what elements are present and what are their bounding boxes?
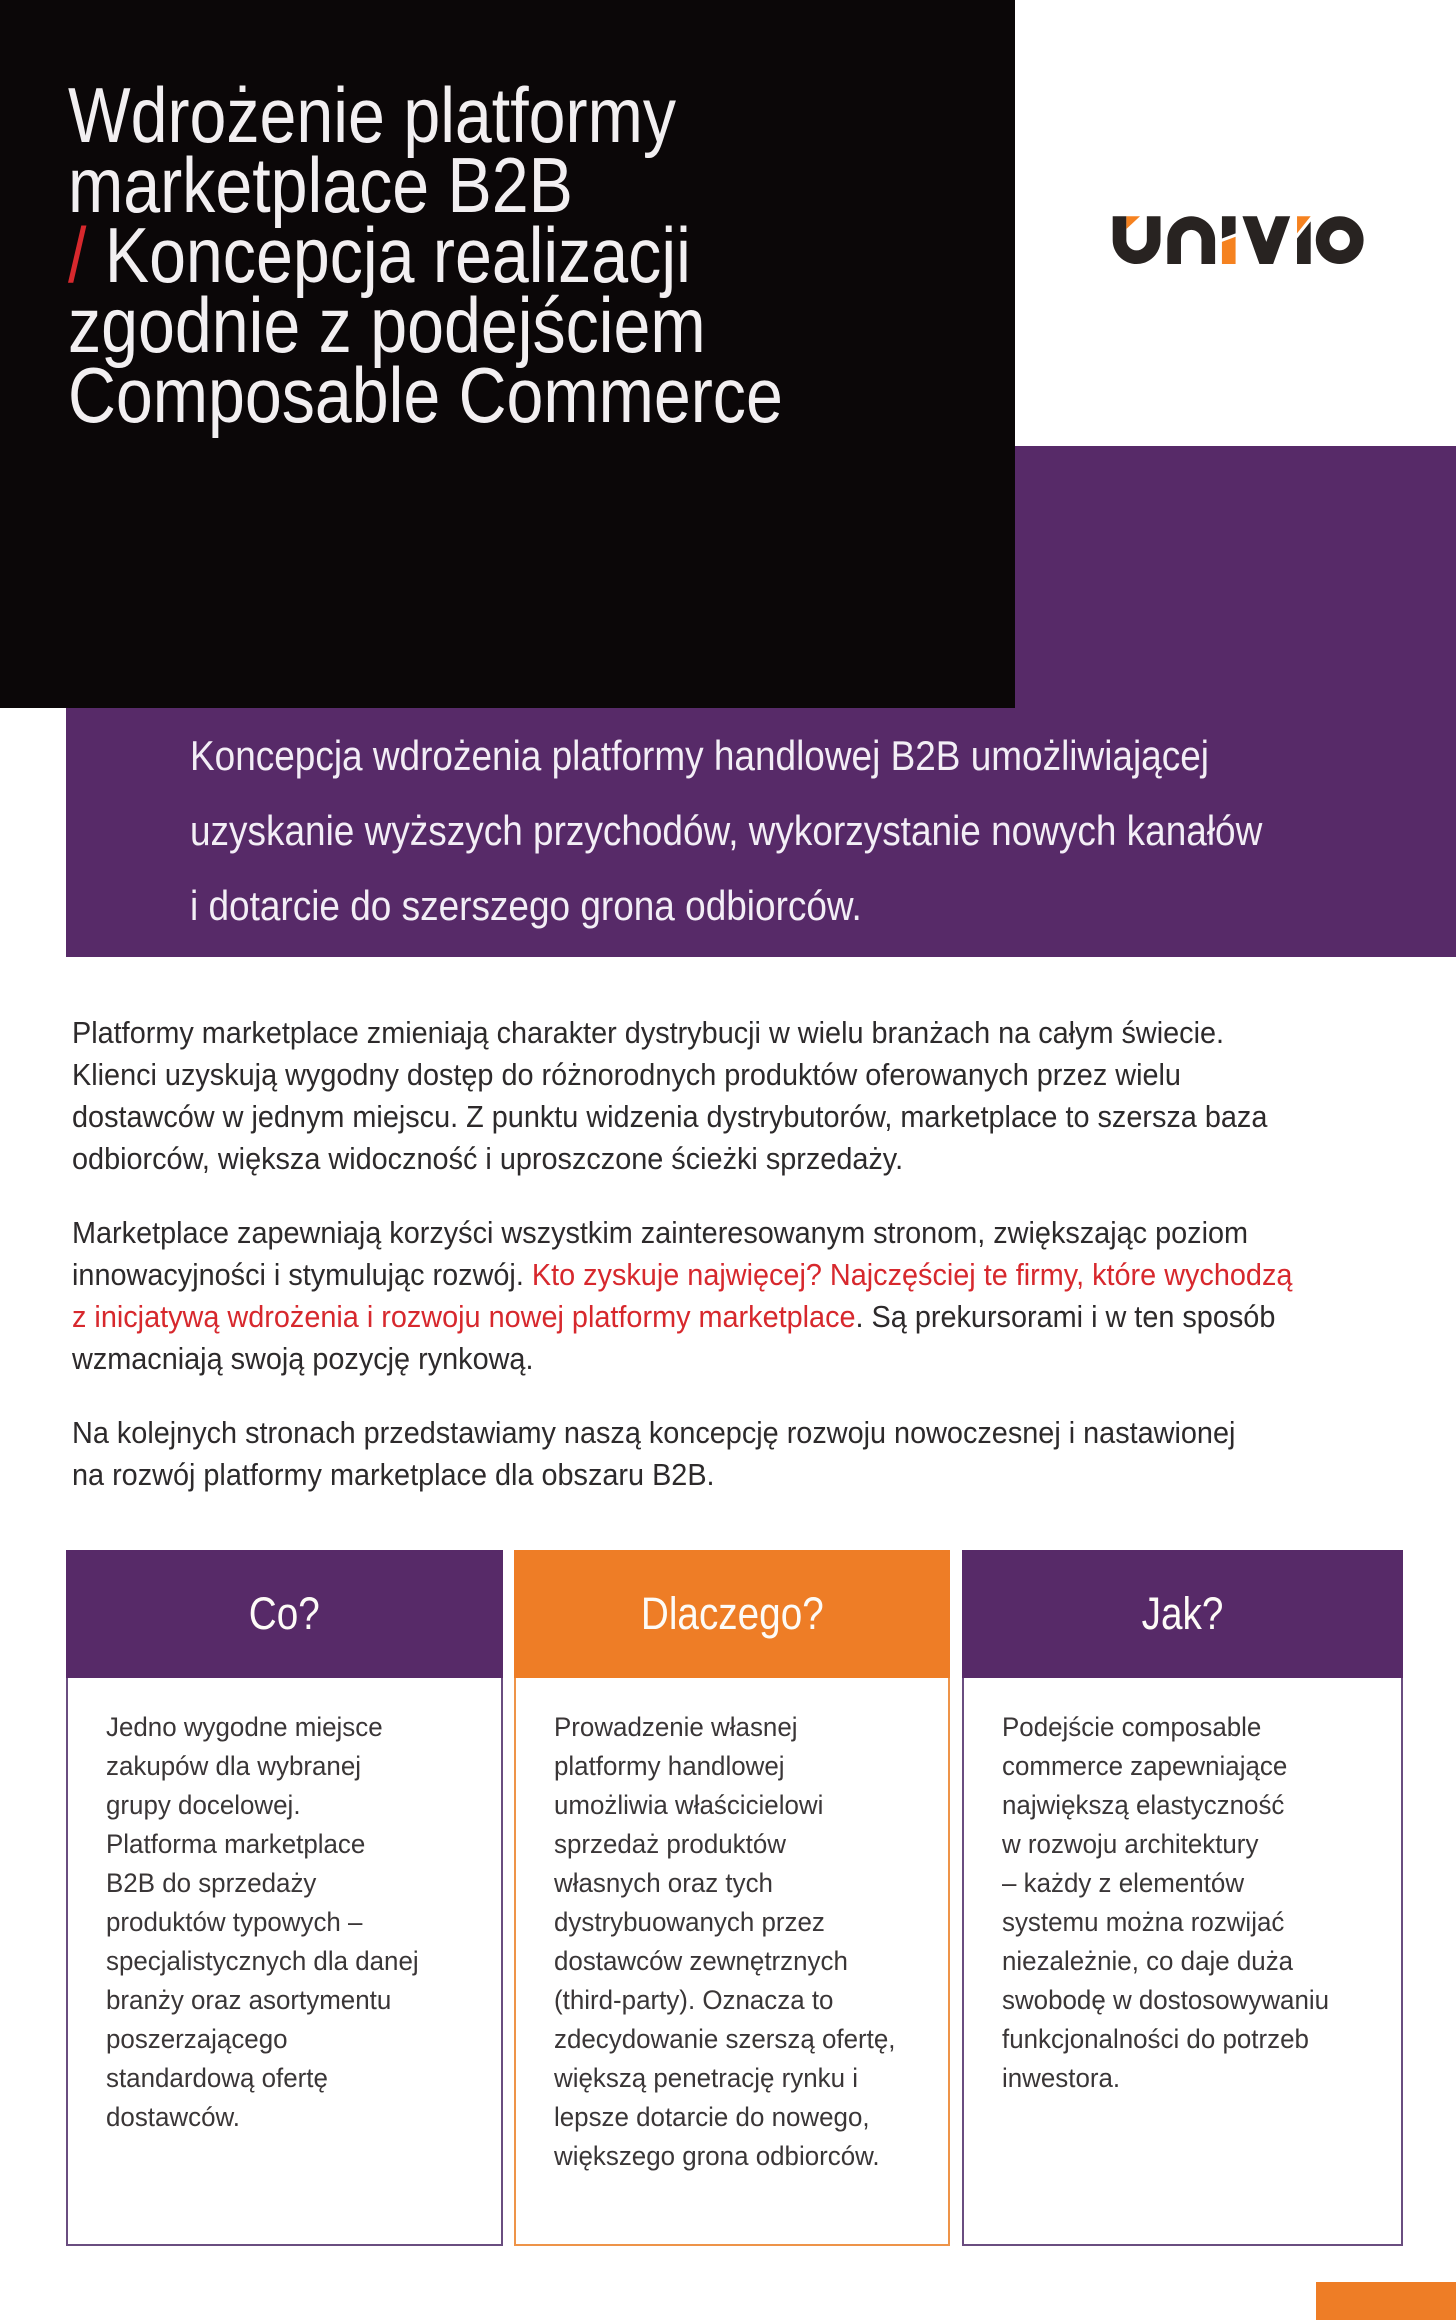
logo-letter-I1 [1222,216,1236,264]
column-jak-header [962,1550,1403,1678]
column-jak [962,1550,1403,2246]
column-jak-header-label: Jak? [1141,1588,1224,1639]
logo-letter-N [1167,216,1215,264]
column-co-header [66,1550,503,1678]
logo-orange-notch [1126,216,1140,229]
column-co [66,1550,503,2246]
intro-section [72,1012,1432,1528]
page-title: Wdrożenie platformy marketplace B2B / Koncepcja realizacji zgodnie z podejściem Composable Commerce [68,71,783,439]
column-dlaczego-body [514,1678,950,2246]
logo-letter-V [1242,216,1290,264]
column-co-body [66,1678,503,2246]
intro-paragraph-1: Platformy marketplace zmieniają charakter dystrybucji w wielu branżach na całym świecie. Klienci uzyskują wygodny dostęp do różnorodnych produktów oferowanych przez wielu dostawców w jednym miejscu. Z punktu widzenia dystrybutorów, marketplace to szersza baza odbiorców, większa widoczność i uproszczone ścieżki sprzedaży. [72,1015,1268,1176]
logo-letter-I2 [1297,216,1311,264]
column-jak-body [962,1678,1403,2246]
column-jak-text: Podejście composable commerce zapewniające największą elastyczność w rozwoju architektury – każdy z elementów systemu można rozwijać niezależnie, co daje duża swobodę w dostosowywaniu funkcjonalności do potrzeb inwestora. [1002,1712,1330,2093]
column-dlaczego-text: Prowadzenie własnej platformy handlowej umożliwia właścicielowi sprzedaż produktów własnych oraz tych dystrybuowanych przez dostawców zewnętrznych (third-party). Oznacza to zdecydowanie szerszą ofertę, większą penetrację rynku i lepsze dotarcie do nowego, większego grona odbiorców. [554,1712,896,2171]
column-dlaczego-header [514,1550,950,1678]
intro-paragraph-2: Marketplace zapewniają korzyści wszystkim zainteresowanym stronom, zwiększając poziom innowacyjności i stymulując rozwój. Kto zyskuje najwięcej? Najczęściej te firmy, które wychodzą z inicjatywą wdrożenia i rozwoju nowej platformy marketplace. Są prekursorami i w ten sposób wzmacniają swoją pozycję rynkową. [72,1215,1293,1376]
corner-accent-block [1316,2282,1456,2320]
intro-paragraph-3: Na kolejnych stronach przedstawiamy naszą koncepcję rozwoju nowoczesnej i nastawionej na rozwój platformy marketplace dla obszaru B2B. [72,1415,1236,1492]
column-co-header-label: Co? [248,1588,321,1639]
column-co-text: Jedno wygodne miejsce zakupów dla wybranej grupy docelowej. Platforma marketplace B2B do sprzedaży produktów typowych – specjalistycznych dla danej branży oraz asortymentu poszerzającego standardową ofertę dostawców. [106,1712,419,2132]
univio-logo-icon [1111,216,1367,266]
subtitle-text: Koncepcja wdrożenia platformy handlowej B2B umożliwiającej uzyskanie wyższych przychodów, wykorzystanie nowych kanałów i dotarcie do szerszego grona odbiorców. [190,732,1263,929]
column-dlaczego [514,1550,950,2246]
logo-letter-U [1113,216,1161,264]
column-dlaczego-header-label: Dlaczego? [640,1588,824,1639]
hero-banner [0,0,1015,708]
univio-logo [1111,216,1367,266]
logo-letter-O [1323,223,1357,257]
